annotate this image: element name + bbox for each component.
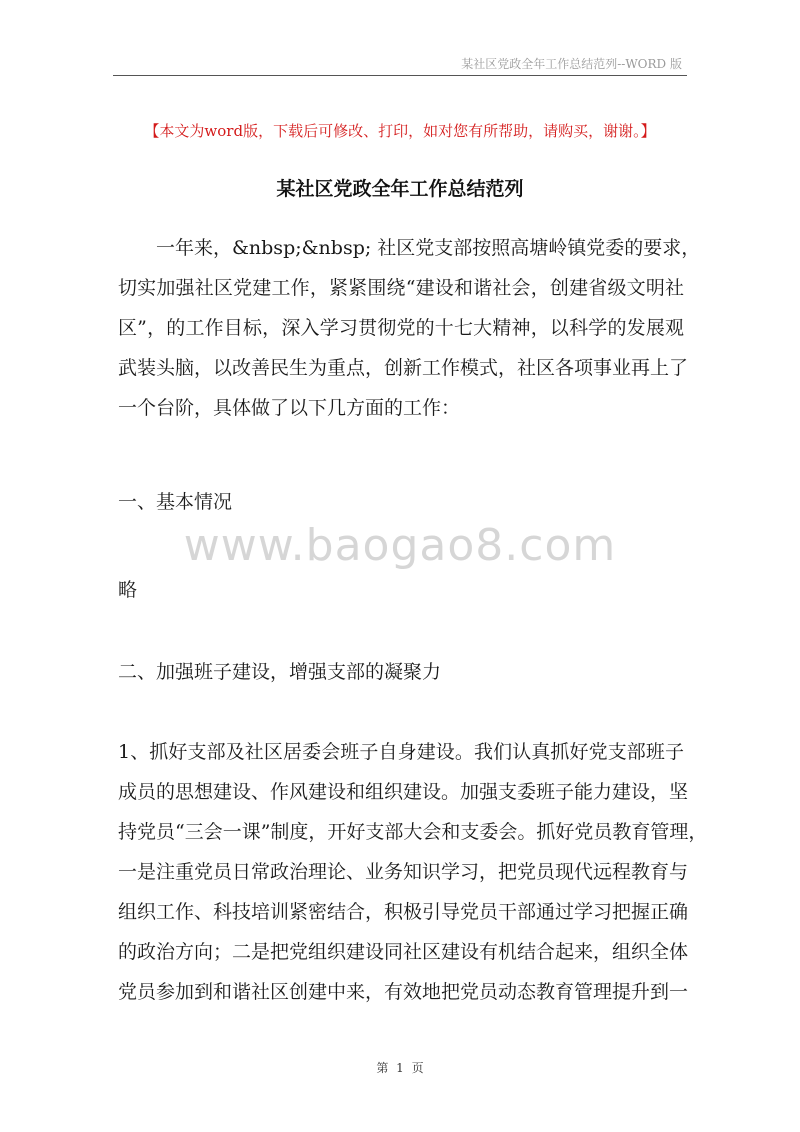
intro-line: 区”，的工作目标，深入学习贯彻党的十七大精神，以科学的发展观 — [118, 317, 684, 339]
footer-prefix: 第 — [376, 1061, 389, 1075]
section-body-basic: 略 — [118, 579, 138, 601]
section-heading-team: 二、加强班子建设，增强支部的凝聚力 — [118, 661, 442, 683]
page-number: 1 — [396, 1061, 404, 1075]
page-footer — [0, 1059, 800, 1076]
item-line: 一是注重党员日常政治理论、业务知识学习，把党员现代远程教育与 — [118, 861, 689, 883]
item-line: 成员的思想建设、作风建设和组织建设。加强支委班子能力建设，坚 — [118, 781, 689, 803]
item-line: 持党员“三会一课”制度，开好支部大会和支委会。抓好党员教育管理， — [118, 821, 708, 843]
item-line: 党员参加到和谐社区创建中来，有效地把党员动态教育管理提升到一 — [118, 981, 689, 1003]
footer-suffix: 页 — [411, 1061, 424, 1075]
intro-line: 一个台阶，具体做了以下几方面的工作： — [118, 397, 461, 419]
section-heading-basic: 一、基本情况 — [118, 491, 233, 513]
watermark: www.baogao8.com — [183, 520, 617, 571]
item-line: 组织工作、科技培训紧密结合，积极引导党员干部通过学习把握正确 — [118, 901, 689, 923]
header-divider — [113, 75, 687, 76]
intro-line: 切实加强社区党建工作，紧紧围绕“建设和谐社会，创建省级文明社 — [118, 277, 684, 299]
document-title: 某社区党政全年工作总结范列 — [276, 178, 524, 200]
download-notice: 【本文为word版，下载后可修改、打印，如对您有所帮助，请购买，谢谢。】 — [144, 122, 656, 140]
running-header: 某社区党政全年工作总结范列--WORD 版 — [461, 57, 682, 71]
intro-line: 一年来，&nbsp;&nbsp; 社区党支部按照高塘岭镇党委的要求， — [118, 237, 701, 259]
intro-line: 武装头脑，以改善民生为重点，创新工作模式，社区各项事业再上了 — [118, 357, 689, 379]
item-line: 的政治方向；二是把党组织建设同社区建设有机结合起来，组织全体 — [118, 941, 689, 963]
item-line: 1、抓好支部及社区居委会班子自身建设。我们认真抓好党支部班子 — [118, 741, 684, 763]
